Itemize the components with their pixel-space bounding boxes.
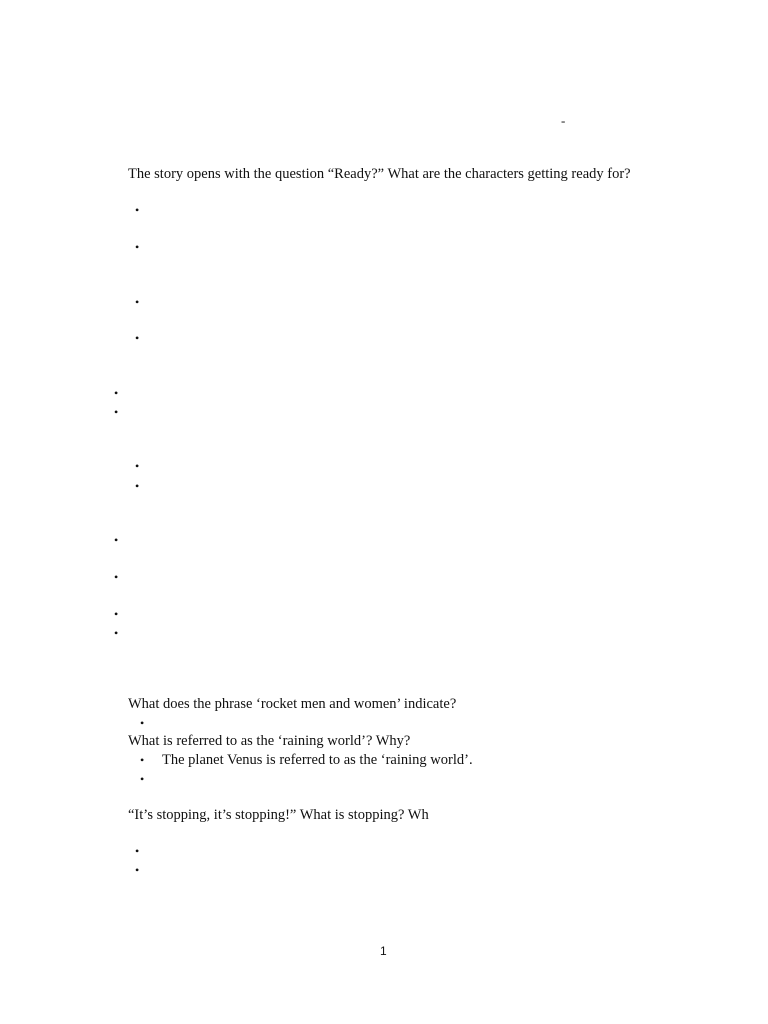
bullet: • xyxy=(135,479,140,493)
bullet: • xyxy=(114,626,119,640)
question-3: What is referred to as the ‘raining world’? Why? xyxy=(128,733,411,749)
question-1: The story opens with the question “Ready?” What are the characters getting ready for? xyxy=(128,166,631,182)
bullet: • xyxy=(114,405,119,419)
bullet: • xyxy=(135,863,140,877)
bullet: • xyxy=(140,753,145,767)
page-number: 1 xyxy=(380,944,387,958)
bullet: • xyxy=(135,844,140,858)
bullet: • xyxy=(140,716,145,730)
bullet: • xyxy=(135,295,140,309)
bullet: • xyxy=(114,570,119,584)
bullet: • xyxy=(140,772,145,786)
bullet: • xyxy=(135,203,140,217)
bullet: • xyxy=(135,331,140,345)
bullet: • xyxy=(114,533,119,547)
bullet: • xyxy=(114,386,119,400)
header-dash: - xyxy=(561,113,566,128)
bullet: • xyxy=(114,607,119,621)
question-3-answer: The planet Venus is referred to as the ‘raining world’. xyxy=(162,752,473,768)
question-2: What does the phrase ‘rocket men and women’ indicate? xyxy=(128,696,457,712)
bullet: • xyxy=(135,459,140,473)
bullet: • xyxy=(135,240,140,254)
question-4: “It’s stopping, it’s stopping!” What is stopping? Wh xyxy=(128,807,429,823)
